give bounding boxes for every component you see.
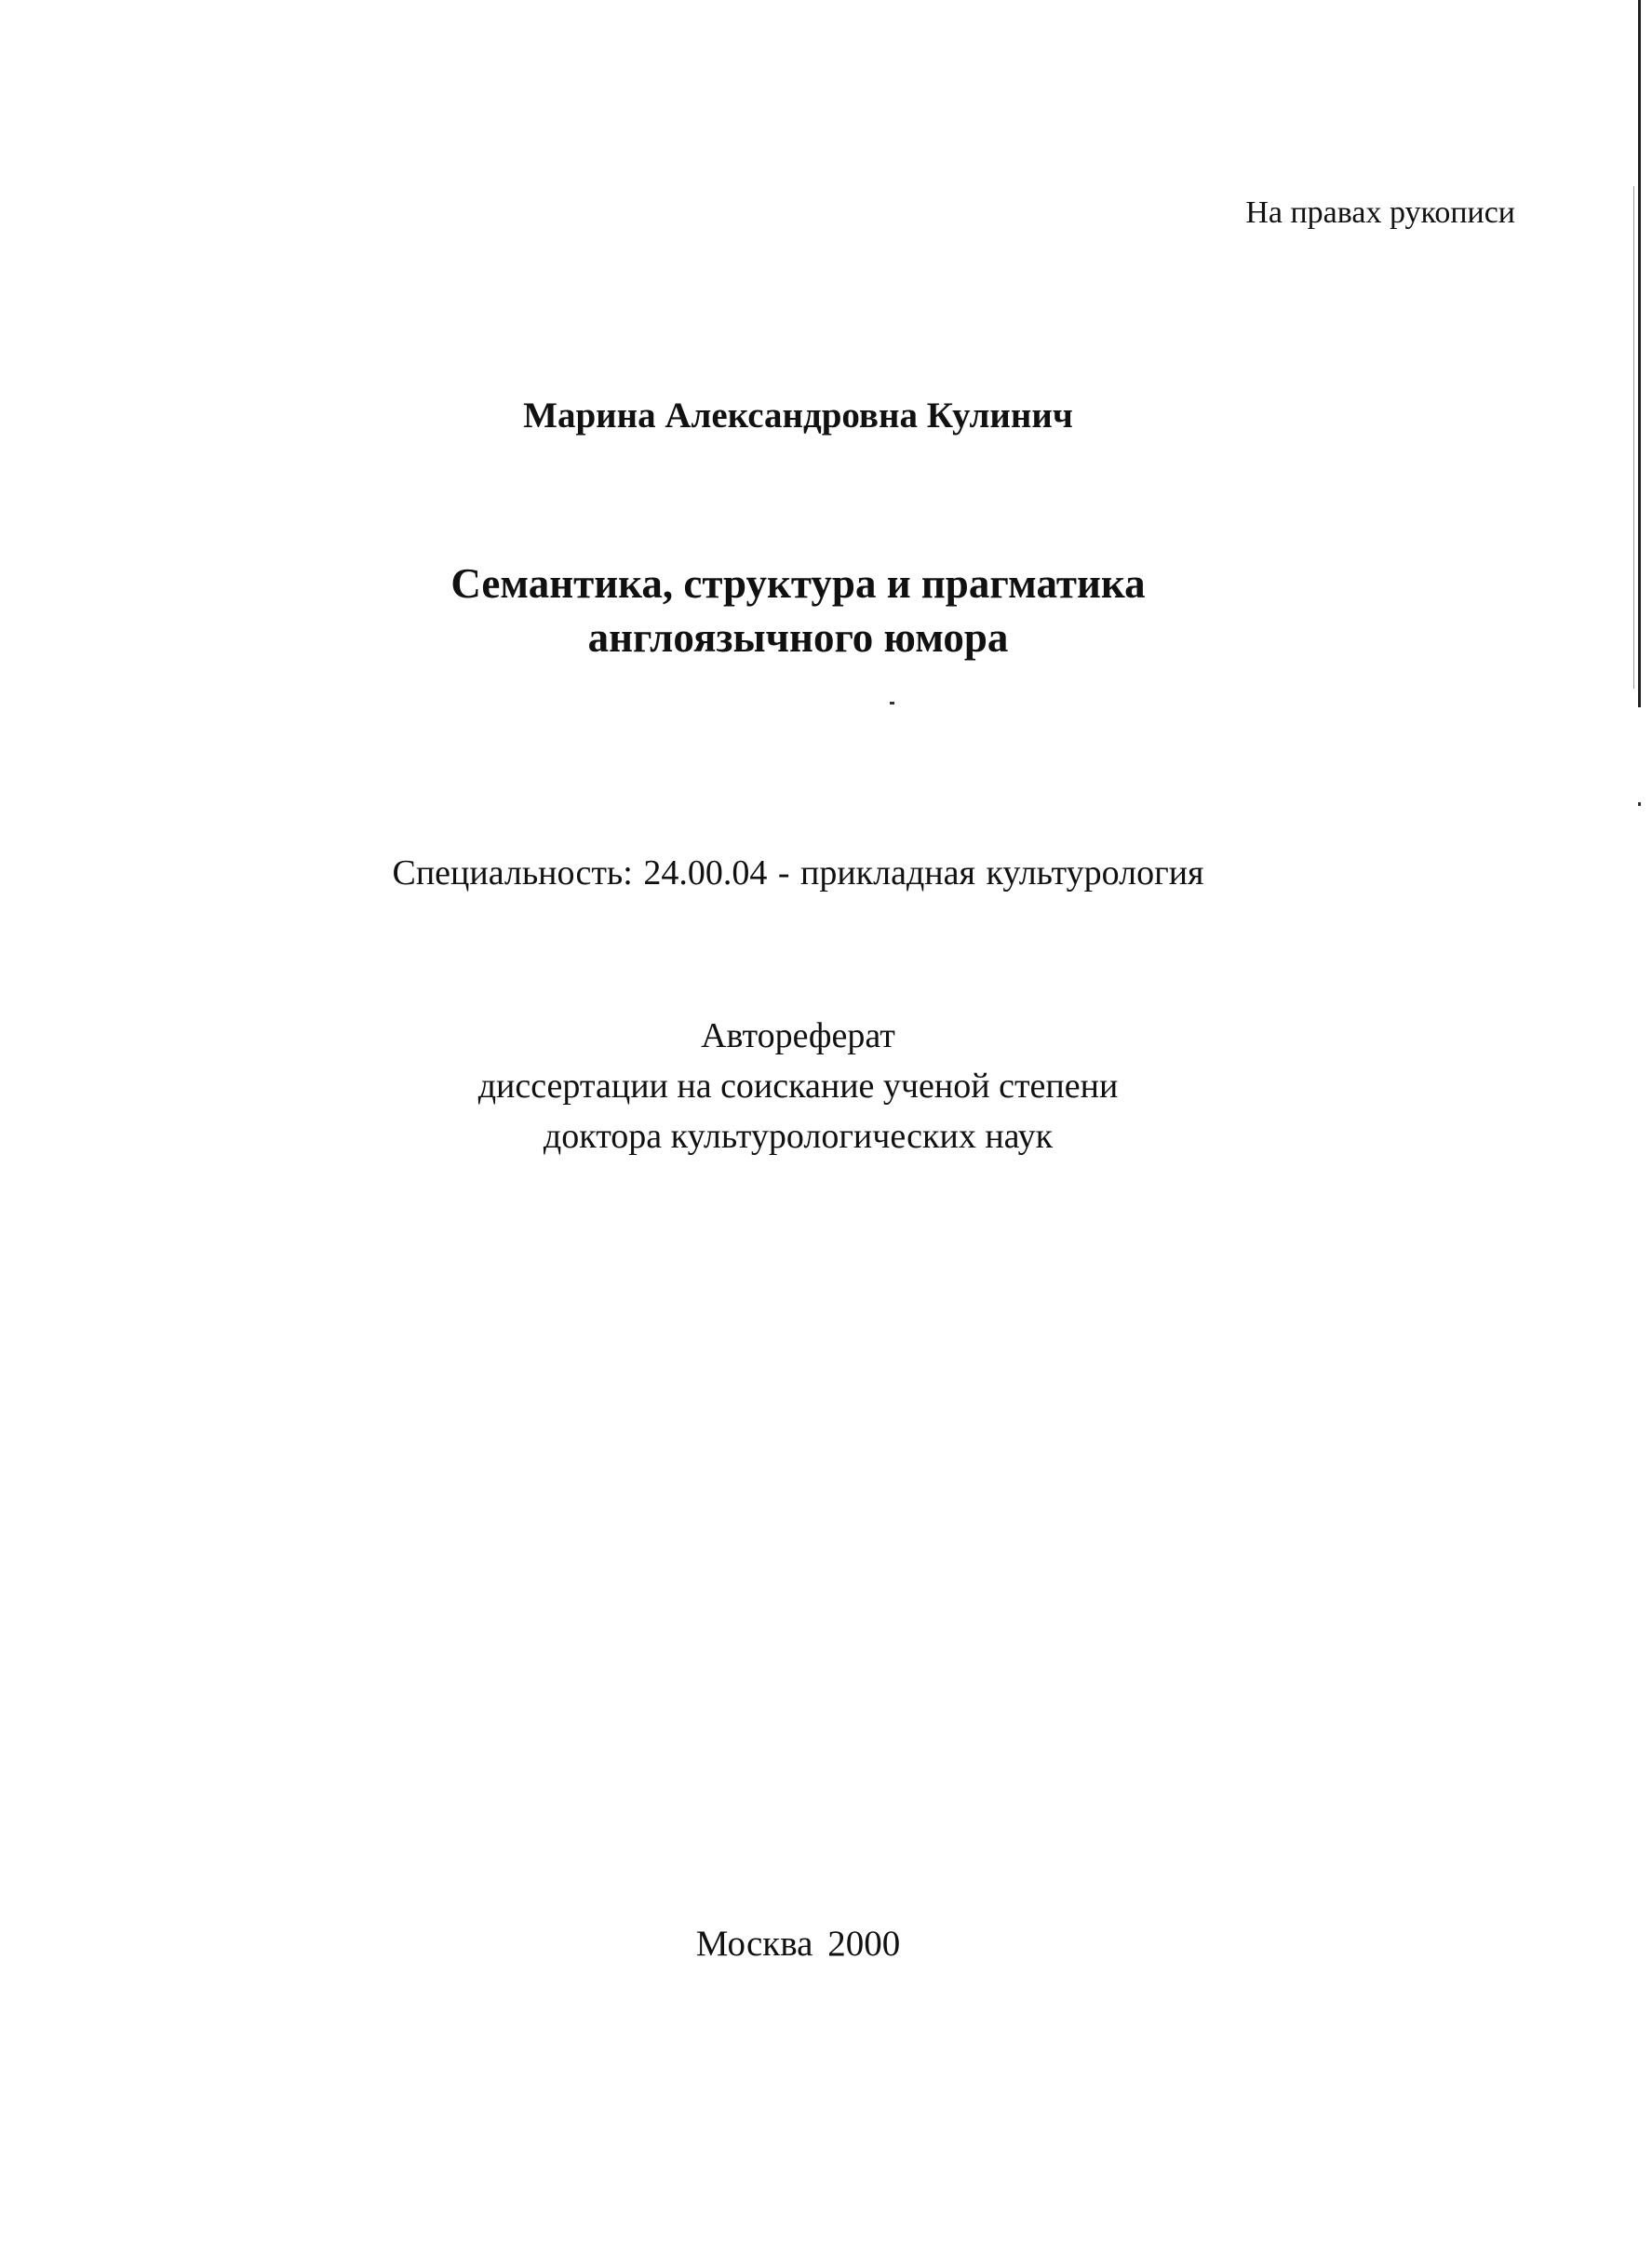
scan-speck (890, 702, 894, 705)
scan-edge-line (1638, 0, 1641, 707)
author-name: Марина Александровна Кулинич (523, 396, 1073, 436)
manuscript-note: На правах рукописи (1245, 195, 1515, 230)
document-title (0, 557, 1624, 664)
scan-edge-mark (1638, 802, 1641, 806)
city-year: Москва 2000 (695, 1924, 901, 1964)
title-line-2: англоязычного юмора (587, 614, 1009, 661)
abstract-line-2: диссертации на соискание ученой степени (477, 1067, 1119, 1106)
abstract-line-3: доктора культурологических наук (543, 1117, 1054, 1156)
abstract-block (0, 1011, 1624, 1161)
abstract-line-1: Автореферат (701, 1016, 895, 1055)
title-line-1: Семантика, структура и прагматика (450, 560, 1146, 607)
specialty-line: Специальность: 24.00.04 - прикладная культурология (392, 853, 1204, 893)
scan-edge-shadow (1633, 186, 1634, 689)
